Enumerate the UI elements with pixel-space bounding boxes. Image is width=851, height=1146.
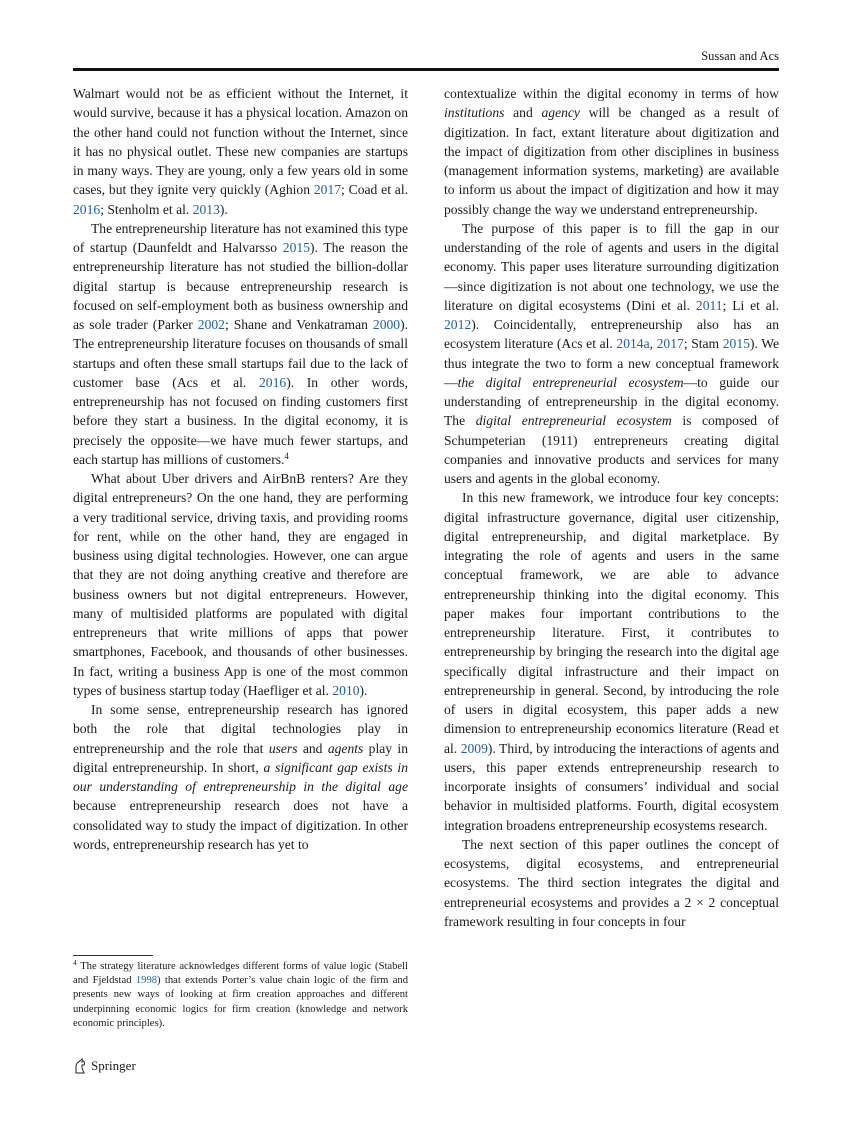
- running-head: Sussan and Acs: [701, 49, 779, 63]
- footer: [73, 1058, 136, 1074]
- left-column: [73, 84, 408, 854]
- right-column: [444, 84, 779, 931]
- paragraph-p2: The entrepreneurship literature has not examined this type of startup (Daunfeldt and Halvarsso 2015). The reason the entrepreneurship literature has not studied the billion-dollar digital startup is because entrepreneurship research is focused on self-employment both as business ownership and as sole trader (Parker 2002; Shane and Venkatraman 2000). The entrepreneurship literature focuses on thousands of small startups and often these small startups fail due to the lack of customer base (Acs et al. 2016). In other words, entrepreneurship has not focused on finding customers first before they start a business. In the digital economy, it is precisely the opposite—we have much fewer startups, and each startup has millions of customers.$^4$: [73, 220, 409, 467]
- publisher-name: Springer: [91, 1058, 136, 1073]
- paragraph-p1: Walmart would not be as efficient without the Internet, it would survive, because it has a physical location. Amazon on the other hand could not function without the Internet, since it has no physical outlet. These new companies are startups in many ways. They are young, only a few years old in some cases, but they ignite very quickly (Aghion 2017; Coad et al. 2016; Stenholm et al. 2013).: [73, 86, 409, 217]
- footnote: $^4$ The strategy literature acknowledges different forms of value logic (Stabell and Fjeldstad 1998) that extends Porter’s value chain logic of the firm and presents new ways of looking at firm creation approaches and different underpinning economic logics for firm creation (knowledge and network economic principles).: [73, 958, 408, 1029]
- header-rule: [73, 68, 779, 71]
- paragraph-p5: contextualize within the digital economy in terms of how institutions and agency will be changed as a result of digitization. In fact, extant literature about digitization and the impact of digitization from other disciplines in business (management information systems, marketing) are available to inform us about the impact of digitization and how it may possibly change the way we understand entrepreneurship.: [444, 86, 779, 217]
- paragraph-p6: The purpose of this paper is to fill the gap in our understanding of the role of agents and users in the digital economy. This paper uses literature surrounding digitization—since digitization is not about one technology, we use the literature on digital ecosystems (Dini et al. 2011; Li et al. 2012). Coincidentally, entrepreneurship also has an ecosystem literature (Acs et al. 2014a, 2017; Stam 2015). We thus integrate the two to form a new conceptual framework—the digital entrepreneurial ecosystem—to guide our understanding of entrepreneurship in the digital economy. The digital entrepreneurial ecosystem is composed of Schumpeterian (1911) entrepreneurs creating digital companies and innovative products and services for many users and agents in the global economy.: [444, 220, 779, 486]
- paragraph-p4: In some sense, entrepreneurship research has ignored both the role that digital technologies play in entrepreneurship and the role that users and agents play in digital entrepreneurship. In short, a significant gap exists in our understanding of entrepreneurship in the digital age because entrepreneurship research does not have a consolidated way to study the impact of digitization. In other words, entrepreneurship research has yet to: [73, 702, 408, 852]
- springer-horse-icon: [73, 1058, 87, 1074]
- footnote-rule: [73, 955, 153, 956]
- paragraph-p8: The next section of this paper outlines the concept of ecosystems, digital ecosystems, and entrepreneurial ecosystems. The third section integrates the digital and entrepreneurial ecosystems and provides a 2 × 2 conceptual framework resulting in four concepts in four: [444, 836, 779, 929]
- paragraph-p3: What about Uber drivers and AirBnB renters? Are they digital entrepreneurs? On the one hand, they are performing a very traditional service, driving taxis, and providing rooms for rent, while on the other hand, they are engaged in business using digital technologies. However, one can argue that they are not doing anything creative and therefore are business owners but not digital entrepreneurs. However, many of multisided platforms are populated with digital entrepreneurs that write millions of apps that power smartphones, Facebook, and thousands of other businesses. In fact, writing a business App is one of the most common types of business startup today (Haefliger et al. 2010).: [73, 471, 408, 698]
- paragraph-p7: In this new framework, we introduce four key concepts: digital infrastructure governance, digital user citizenship, digital entrepreneurship, and digital marketplace. By integrating the role of agents and users in the same conceptual framework, we are able to advance entrepreneurship thinking into the digital economy. This paper makes four important contributions to the entrepreneurship literature. First, it contributes to entrepreneurship by bringing the research into the digital age specifically digital infrastructure and their impact on entrepreneurship in general. Second, by introducing the role of users in digital ecosystem, this paper adds a new dimension to entrepreneurship economics literature (Read et al. 2009). Third, by introducing the interactions of agents and users, this paper extends entrepreneurship research to incorporate insights of consumers’ individual and social behavior in multisided platforms. Fourth, digital ecosystem integration broadens entrepreneurship ecosystems research.: [444, 490, 780, 833]
